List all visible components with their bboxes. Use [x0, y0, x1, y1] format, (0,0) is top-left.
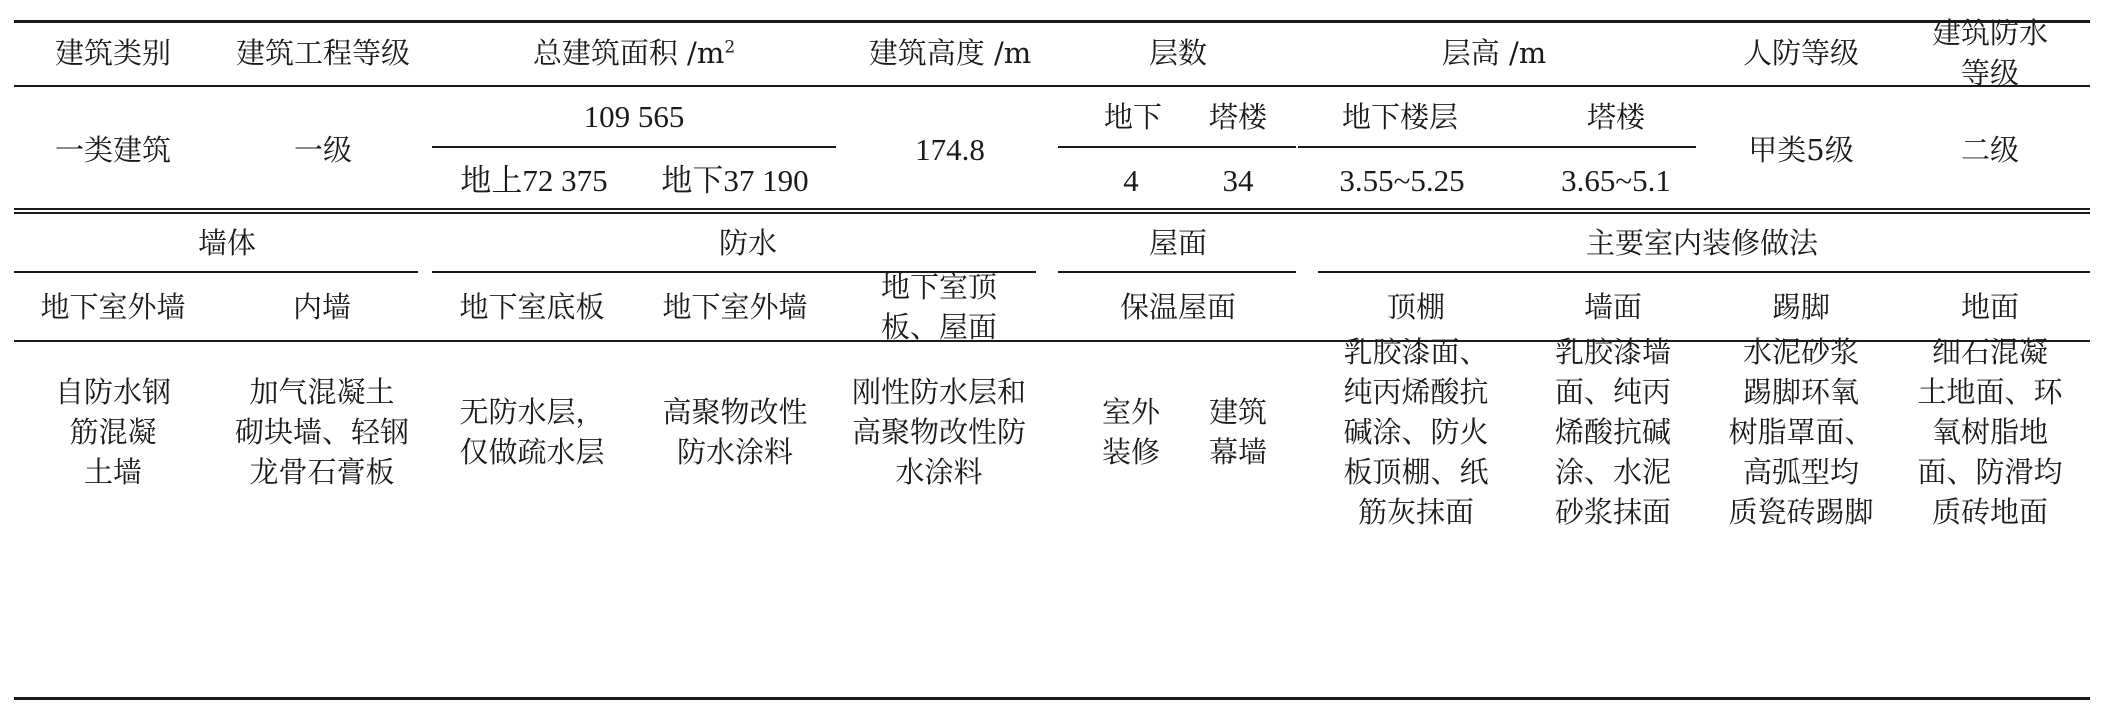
- value-floors-underground: 4: [1123, 163, 1139, 198]
- sub-basement-roof-line1: 地下室顶: [880, 270, 998, 304]
- value-area-above: 地上72 375: [460, 163, 608, 198]
- value-basement-outer-wall-wp: [662, 392, 807, 472]
- value-basement-outer-wall-l1: 自防水钢: [54, 375, 172, 409]
- value-basement-outer-wall-l3: 土墙: [83, 455, 143, 489]
- value-grade: 一级: [293, 133, 353, 167]
- value-roof-outdoor-l1: 室外: [1101, 395, 1161, 429]
- value-floor-l2: 土地面、环: [1917, 375, 2063, 409]
- sub-wall-surface: 墙面: [1583, 290, 1643, 324]
- value-inner-wall-l3: 龙骨石膏板: [249, 455, 395, 489]
- interior-group-rule: [1318, 271, 2090, 273]
- value-ceiling-l5: 筋灰抹面: [1357, 495, 1475, 529]
- header-area-text: 总建筑面积 /m: [532, 36, 725, 70]
- wall-group-rule: [14, 271, 418, 273]
- header-waterproof-grade-line1: 建筑防水: [1931, 16, 2049, 50]
- value-ceiling-l1: 乳胶漆面、: [1343, 335, 1489, 369]
- value-wall-surface-l2: 面、纯丙: [1554, 375, 1672, 409]
- value-inner-wall-l1: 加气混凝土: [249, 375, 395, 409]
- value-civil-defense: 甲类5级: [1748, 133, 1854, 167]
- section-divider-1: [14, 208, 2090, 210]
- floors-sub-underground: 地下: [1103, 100, 1163, 134]
- value-floor: [1917, 332, 2062, 532]
- value-ceiling-l4: 板顶棚、纸: [1343, 455, 1489, 489]
- header-area: [533, 33, 735, 73]
- value-area-total: 109 565: [583, 99, 685, 134]
- fh-sub-underground: 地下楼层: [1341, 100, 1459, 134]
- value-basement-roof-l1: 刚性防水层和: [851, 375, 1027, 409]
- value-waterproof-grade: 二级: [1960, 133, 2020, 167]
- group-wall: 墙体: [197, 226, 257, 260]
- sub-basement-floor: 地下室底板: [459, 290, 605, 324]
- header-area-sup: 2: [724, 37, 736, 58]
- sub-basement-outer-wall-wp: 地下室外墙: [662, 290, 808, 324]
- group-interior: 主要室内装修做法: [1585, 226, 1819, 260]
- value-floor-l4: 面、防滑均: [1917, 455, 2063, 489]
- value-basement-outer-wall-l2: 筋混凝: [69, 415, 157, 449]
- value-basement-roof-l2: 高聚物改性防: [851, 415, 1027, 449]
- header-floor-height: 层高 /m: [1441, 36, 1547, 70]
- roof-group-rule: [1058, 271, 1296, 273]
- value-category: 一类建筑: [54, 133, 172, 167]
- header-divider-top: [14, 85, 2090, 87]
- header-waterproof-grade: [1932, 13, 2048, 93]
- value-roof-curtain: [1209, 392, 1267, 472]
- value-basement-floor: [459, 392, 604, 472]
- sub-ceiling: 顶棚: [1386, 290, 1446, 324]
- sub-inner-wall: 内墙: [292, 290, 352, 324]
- value-basement-floor-l1: 无防水层，: [459, 395, 605, 429]
- header-waterproof-grade-line2: 等级: [1960, 56, 2020, 90]
- area-sub-rule: [432, 146, 836, 148]
- value-basement-outer-wall-wp-l2: 防水涂料: [676, 435, 794, 469]
- header-floors: 层数: [1148, 36, 1208, 70]
- value-roof-outdoor-l2: 装修: [1101, 435, 1161, 469]
- header-civil-defense: 人防等级: [1742, 36, 1860, 70]
- value-floor-l3: 氧树脂地: [1931, 415, 2049, 449]
- value-skirting-l3: 树脂罩面、: [1728, 415, 1874, 449]
- header-height: 建筑高度 /m: [868, 36, 1032, 70]
- value-wall-surface-l4: 涂、水泥: [1554, 455, 1672, 489]
- value-skirting-l4: 高弧型均: [1742, 455, 1860, 489]
- value-inner-wall-l2: 砌块墙、轻钢: [234, 415, 410, 449]
- value-floor-l1: 细石混凝: [1931, 335, 2049, 369]
- top-border: [14, 20, 2090, 23]
- value-floor-l5: 质砖地面: [1931, 495, 2049, 529]
- group-roof: 屋面: [1148, 226, 1208, 260]
- value-basement-floor-l2: 仅做疏水层: [459, 435, 605, 469]
- value-skirting-l1: 水泥砂浆: [1742, 335, 1860, 369]
- sub-insulated-roof: 保温屋面: [1119, 290, 1237, 324]
- sub-floor: 地面: [1960, 290, 2020, 324]
- value-wall-surface-l5: 砂浆抹面: [1554, 495, 1672, 529]
- floor-height-sub-rule: [1298, 146, 1696, 148]
- sub-basement-roof-line2: 板、屋面: [880, 310, 998, 344]
- value-basement-roof-l3: 水涂料: [895, 455, 983, 489]
- value-area-below: 地下37 190: [661, 163, 809, 198]
- value-basement-roof: [852, 372, 1026, 492]
- value-basement-outer-wall-wp-l1: 高聚物改性: [662, 395, 808, 429]
- value-fh-tower: 3.65~5.1: [1561, 163, 1671, 198]
- sub-skirting: 踢脚: [1771, 290, 1831, 324]
- value-height: 174.8: [915, 132, 985, 167]
- bottom-border: [14, 697, 2090, 700]
- value-roof-curtain-l2: 幕墙: [1208, 435, 1268, 469]
- header-category: 建筑类别: [54, 36, 172, 70]
- group-waterproof: 防水: [718, 226, 778, 260]
- header-grade: 建筑工程等级: [235, 36, 411, 70]
- sub-basement-roof: [881, 267, 997, 347]
- value-ceiling-l3: 碱涂、防火: [1343, 415, 1489, 449]
- value-skirting-l5: 质瓷砖踢脚: [1728, 495, 1874, 529]
- fh-sub-tower: 塔楼: [1586, 100, 1646, 134]
- value-skirting: [1728, 332, 1873, 532]
- value-ceiling: [1343, 332, 1488, 532]
- floors-sub-tower: 塔楼: [1208, 100, 1268, 134]
- value-inner-wall: [235, 372, 409, 492]
- value-roof-outdoor: [1102, 392, 1160, 472]
- sub-basement-outer-wall: 地下室外墙: [40, 290, 186, 324]
- value-ceiling-l2: 纯丙烯酸抗: [1343, 375, 1489, 409]
- value-wall-surface-l3: 烯酸抗碱: [1554, 415, 1672, 449]
- value-basement-outer-wall: [55, 372, 171, 492]
- section-divider-2: [14, 212, 2090, 214]
- value-skirting-l2: 踢脚环氧: [1742, 375, 1860, 409]
- value-floors-tower: 34: [1222, 163, 1254, 198]
- value-wall-surface: [1555, 332, 1671, 532]
- value-wall-surface-l1: 乳胶漆墙: [1554, 335, 1672, 369]
- floors-sub-rule: [1058, 146, 1296, 148]
- value-fh-underground: 3.55~5.25: [1339, 163, 1465, 198]
- value-roof-curtain-l1: 建筑: [1208, 395, 1268, 429]
